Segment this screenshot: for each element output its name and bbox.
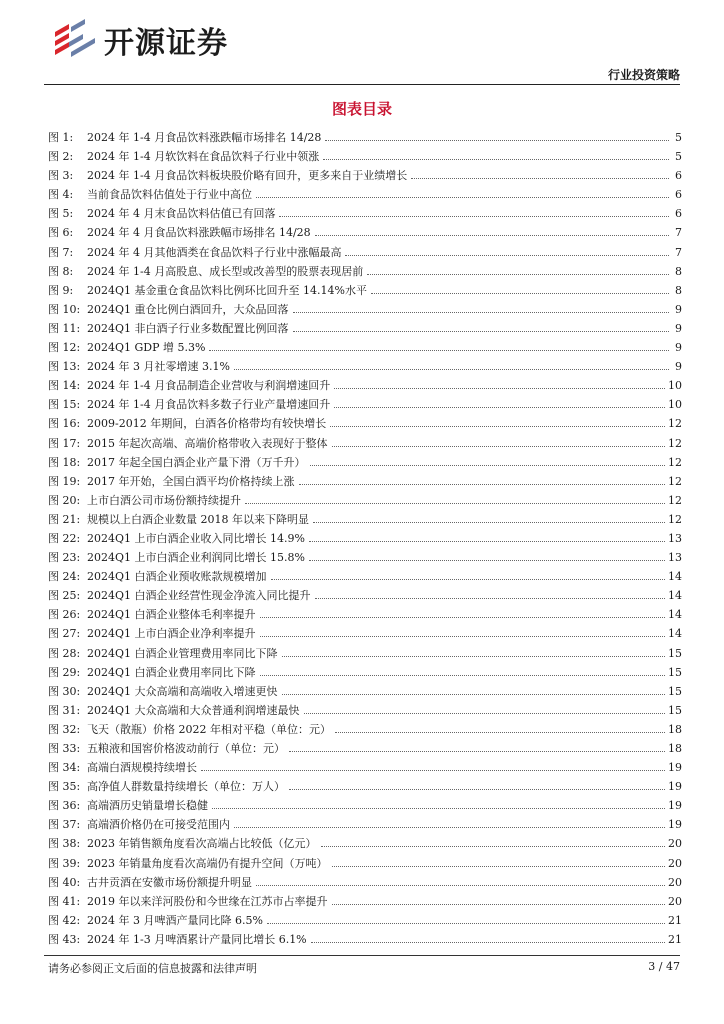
- toc-entry[interactable]: [48, 663, 682, 682]
- toc-entry-label: 图 24:: [48, 570, 81, 584]
- toc-entry-page: 14: [668, 608, 682, 622]
- toc-leader-dots: [234, 827, 665, 828]
- toc-entry-title: 2024 年 4 月其他酒类在食品饮料子行业中涨幅最高: [87, 245, 342, 259]
- toc-entry-label: 图 28:: [48, 646, 81, 660]
- toc-entry[interactable]: [48, 854, 682, 873]
- toc-entry-page: 18: [668, 742, 682, 755]
- toc-entry-page: 21: [668, 913, 682, 927]
- toc-entry-label: 图 13:: [48, 360, 81, 374]
- page-number: 3 / 47: [648, 960, 680, 973]
- logo-wordmark: 开源证券: [104, 26, 228, 61]
- toc-entry-page: 19: [668, 818, 682, 832]
- toc-entry-title: 2023 年销量角度看次高端仍有提升空间（万吨）: [87, 856, 328, 870]
- toc-entry[interactable]: [48, 472, 682, 491]
- toc-entry-label: 图 21:: [48, 512, 81, 526]
- footer-divider: [44, 955, 680, 956]
- toc-entry-label: 图 23:: [48, 551, 81, 565]
- toc-leader-dots: [256, 197, 669, 198]
- toc-entry-title: 2009-2012 年期间，白酒各价格带均有较快增长: [87, 417, 327, 431]
- toc-leader-dots: [282, 656, 665, 657]
- toc-entry-page: 19: [668, 799, 682, 813]
- toc-entry[interactable]: [48, 243, 682, 262]
- toc-entry-label: 图 12:: [48, 341, 81, 355]
- toc-leader-dots: [315, 598, 665, 599]
- toc-entry-page: 21: [668, 932, 682, 946]
- toc-entry[interactable]: [48, 529, 682, 548]
- kaiyuan-logo-icon: [52, 18, 98, 62]
- toc-entry-label: 图 19:: [48, 474, 81, 488]
- toc-entry[interactable]: [48, 262, 682, 281]
- toc-entry[interactable]: [48, 510, 682, 529]
- toc-entry[interactable]: [48, 338, 682, 357]
- toc-entry-title: 上市白酒公司市场份额持续提升: [87, 493, 241, 507]
- toc-entry-page: 6: [675, 207, 682, 221]
- toc-entry-title: 2024Q1 白酒企业整体毛利率提升: [87, 608, 256, 622]
- toc-leader-dots: [321, 846, 666, 847]
- toc-entry-label: 图 26:: [48, 608, 81, 622]
- toc-entry-page: 20: [668, 894, 682, 908]
- toc-leader-dots: [371, 293, 669, 294]
- toc-entry-title: 2024Q1 白酒企业费用率同比下降: [87, 665, 256, 679]
- toc-entry-page: 13: [668, 551, 682, 565]
- toc-entry-label: 图 14:: [48, 379, 81, 393]
- toc-entry[interactable]: [48, 873, 682, 892]
- toc-entry-title: 2024 年 3 月啤酒产量同比降 6.5%: [87, 913, 263, 927]
- toc-entry-label: 图 20:: [48, 493, 81, 507]
- toc-leader-dots: [260, 636, 665, 637]
- toc-entry-page: 9: [675, 302, 682, 316]
- toc-entry-title: 2024 年 1-3 月啤酒累计产量同比增长 6.1%: [87, 932, 307, 946]
- toc-entry-label: 图 16:: [48, 417, 81, 431]
- toc-leader-dots: [289, 789, 665, 790]
- toc-entry[interactable]: [48, 930, 682, 949]
- toc-entry-label: 图 29:: [48, 665, 81, 679]
- toc-entry-label: 图 39:: [48, 856, 81, 870]
- toc-entry[interactable]: [48, 701, 682, 720]
- toc-entry[interactable]: [48, 453, 682, 472]
- toc-entry-label: 图 18:: [48, 455, 81, 469]
- toc-leader-dots: [332, 866, 666, 867]
- toc-leader-dots: [279, 216, 669, 217]
- toc-entry-label: 图 27:: [48, 627, 81, 641]
- toc-entry-label: 图 30:: [48, 684, 81, 698]
- toc-leader-dots: [299, 484, 666, 485]
- toc-leader-dots: [345, 255, 669, 256]
- toc-leader-dots: [335, 732, 665, 733]
- toc-entry[interactable]: [48, 605, 682, 624]
- toc-entry[interactable]: [48, 644, 682, 663]
- company-logo: [52, 18, 228, 62]
- toc-entry-title: 2023 年销售额角度看次高端占比较低（亿元）: [87, 837, 317, 851]
- toc-entry-page: 6: [675, 188, 682, 202]
- toc-entry-label: 图 9:: [48, 283, 74, 297]
- toc-entry[interactable]: [48, 434, 682, 453]
- toc-entry-label: 图 35:: [48, 780, 81, 794]
- toc-entry-title: 2024 年 1-4 月食品制造企业营收与利润增速回升: [87, 379, 331, 393]
- toc-leader-dots: [260, 675, 665, 676]
- toc-entry-label: 图 38:: [48, 837, 81, 851]
- toc-entry-title: 2024Q1 白酒企业管理费用率同比下降: [87, 646, 278, 660]
- toc-entry-page: 12: [668, 436, 682, 450]
- toc-entry-page: 5: [675, 150, 682, 164]
- toc-entry-label: 图 4:: [48, 188, 74, 202]
- toc-entry-page: 18: [668, 722, 682, 736]
- toc-entry-page: 10: [668, 398, 682, 412]
- toc-entry-page: 12: [668, 512, 682, 526]
- toc-leader-dots: [330, 426, 665, 427]
- toc-leader-dots: [313, 522, 665, 523]
- toc-leader-dots: [309, 560, 665, 561]
- toc-entry-title: 2019 年以来洋河股份和今世缘在江苏市占率提升: [87, 894, 328, 908]
- toc-entry[interactable]: [48, 319, 682, 338]
- toc-entry-title: 高端白酒规模持续增长: [87, 761, 197, 775]
- toc-entry-page: 15: [668, 646, 682, 660]
- toc-entry-page: 14: [668, 627, 682, 641]
- toc-entry-title: 2024Q1 重仓比例白酒回升，大众品回落: [87, 302, 289, 316]
- toc-entry-label: 图 32:: [48, 722, 81, 736]
- toc-entry-page: 12: [668, 474, 682, 488]
- toc-entry-title: 2024Q1 上市白酒企业利润同比增长 15.8%: [87, 551, 305, 565]
- toc-entry-page: 14: [668, 589, 682, 603]
- toc-leader-dots: [201, 770, 665, 771]
- toc-entry-page: 14: [668, 570, 682, 584]
- toc-leader-dots: [282, 694, 665, 695]
- toc-entry-title: 高端酒历史销量增长稳健: [87, 799, 208, 813]
- toc-leader-dots: [209, 350, 669, 351]
- toc-entry-title: 五粮液和国窖价格波动前行（单位：元）: [87, 742, 285, 755]
- toc-entry[interactable]: [48, 739, 682, 758]
- toc-entry-page: 20: [668, 856, 682, 870]
- toc-entry-label: 图 3:: [48, 169, 74, 183]
- toc-entry-label: 图 7:: [48, 245, 74, 259]
- toc-entry-label: 图 2:: [48, 150, 74, 164]
- toc-leader-dots: [323, 159, 669, 160]
- toc-entry-title: 2024Q1 非白酒子行业多数配置比例回落: [87, 321, 289, 335]
- toc-entry[interactable]: [48, 815, 682, 834]
- toc-leader-dots: [309, 541, 665, 542]
- toc-entry-title: 飞天（散瓶）价格 2022 年相对平稳（单位：元）: [87, 722, 331, 736]
- toc-entry-title: 2024Q1 白酒企业预收账款规模增加: [87, 570, 267, 584]
- toc-entry[interactable]: [48, 204, 682, 223]
- toc-entry-page: 12: [668, 455, 682, 469]
- toc-entry[interactable]: [48, 376, 682, 395]
- toc-leader-dots: [334, 388, 665, 389]
- toc-entry-title: 当前食品饮料估值处于行业中高位: [87, 188, 252, 202]
- toc-entry-title: 2015 年起次高端、高端价格带收入表现好于整体: [87, 436, 328, 450]
- toc-leader-dots: [367, 274, 669, 275]
- toc-entry[interactable]: [48, 300, 682, 319]
- toc-leader-dots: [271, 579, 665, 580]
- toc-leader-dots: [325, 140, 669, 141]
- toc-entry-label: 图 37:: [48, 818, 81, 832]
- toc-leader-dots: [334, 407, 665, 408]
- toc-leader-dots: [304, 713, 665, 714]
- toc-entry-title: 2024 年 1-4 月食品饮料涨跌幅市场排名 14/28: [87, 131, 322, 144]
- toc-entry-title: 2017 年开始，全国白酒平均价格持续上涨: [87, 474, 295, 488]
- toc-entry-label: 图 41:: [48, 894, 81, 908]
- toc-entry-title: 2024 年 1-4 月软饮料在食品饮料子行业中领涨: [87, 150, 320, 164]
- toc-entry[interactable]: [48, 911, 682, 930]
- toc-entry-label: 图 22:: [48, 531, 81, 545]
- toc-entry-page: 8: [675, 264, 682, 278]
- toc-entry-page: 20: [668, 875, 682, 889]
- toc-leader-dots: [332, 904, 666, 905]
- toc-entry-page: 15: [668, 684, 682, 698]
- toc-entry-page: 9: [675, 321, 682, 335]
- toc-entry-label: 图 31:: [48, 703, 81, 717]
- toc-entry-label: 图 25:: [48, 589, 81, 603]
- toc-leader-dots: [293, 312, 669, 313]
- toc-entry-label: 图 36:: [48, 799, 81, 813]
- toc-entry-page: 13: [668, 531, 682, 545]
- toc-entry-page: 10: [668, 379, 682, 393]
- toc-entry-title: 2024 年 4 月末食品饮料估值已有回落: [87, 207, 276, 221]
- toc-entry-label: 图 8:: [48, 264, 74, 278]
- toc-entry-title: 2024Q1 白酒企业经营性现金净流入同比提升: [87, 589, 311, 603]
- toc-entry-page: 15: [668, 665, 682, 679]
- toc-entry-page: 9: [675, 360, 682, 374]
- report-category: 行业投资策略: [607, 68, 680, 82]
- toc-entry-page: 19: [668, 761, 682, 775]
- toc-entry-title: 2024 年 1-4 月食品饮料板块股价略有回升，更多来自于业绩增长: [87, 169, 408, 183]
- toc-entry-title: 2024Q1 上市白酒企业收入同比增长 14.9%: [87, 531, 305, 545]
- toc-entry-page: 7: [675, 226, 682, 240]
- toc-entry[interactable]: [48, 166, 682, 185]
- toc-entry[interactable]: [48, 491, 682, 510]
- toc-entry[interactable]: [48, 128, 682, 147]
- toc-entry[interactable]: [48, 548, 682, 567]
- toc-leader-dots: [267, 923, 665, 924]
- toc-leader-dots: [310, 465, 666, 466]
- toc-entry-title: 2017 年起全国白酒企业产量下滑（万千升）: [87, 455, 306, 469]
- toc-entry-label: 图 1:: [48, 131, 74, 144]
- toc-entry[interactable]: [48, 777, 682, 796]
- toc-entry-page: 12: [668, 493, 682, 507]
- toc-entry-title: 2024 年 1-4 月高股息、成长型或改善型的股票表现居前: [87, 264, 364, 278]
- toc-entry-page: 9: [675, 341, 682, 355]
- toc-entry-title: 2024Q1 大众高端和高端收入增速更快: [87, 684, 278, 698]
- toc-entry-title: 2024 年 1-4 月食品饮料多数子行业产量增速回升: [87, 398, 331, 412]
- toc-entry-page: 19: [668, 780, 682, 794]
- header-divider: [44, 84, 680, 85]
- toc-entry-title: 2024 年 4 月食品饮料涨跌幅市场排名 14/28: [87, 226, 311, 240]
- toc-entry-page: 20: [668, 837, 682, 851]
- toc-entry-page: 5: [675, 131, 682, 144]
- toc-entry-label: 图 40:: [48, 875, 81, 889]
- toc-entry-page: 7: [675, 245, 682, 259]
- toc-entry[interactable]: [48, 586, 682, 605]
- toc-entry-label: 图 33:: [48, 742, 81, 755]
- toc-entry[interactable]: [48, 414, 682, 433]
- toc-leader-dots: [332, 446, 666, 447]
- toc-entry-title: 高端酒价格仍在可接受范围内: [87, 818, 230, 832]
- toc-title: 图表目录: [331, 100, 392, 118]
- toc-entry-page: 12: [668, 417, 682, 431]
- toc-entry[interactable]: [48, 395, 682, 414]
- toc-entry-label: 图 10:: [48, 302, 81, 316]
- toc-entry[interactable]: [48, 758, 682, 777]
- footer-disclaimer: 请务必参阅正文后面的信息披露和法律声明: [48, 962, 257, 975]
- toc-entry-label: 图 15:: [48, 398, 81, 412]
- toc-entry-page: 6: [675, 169, 682, 183]
- toc-entry[interactable]: [48, 834, 682, 853]
- toc-entry-page: 8: [675, 283, 682, 297]
- toc-entry-title: 古井贡酒在安徽市场份额提升明显: [87, 875, 252, 889]
- toc-entry-title: 2024Q1 上市白酒企业净利率提升: [87, 627, 256, 641]
- toc-entry[interactable]: [48, 147, 682, 166]
- toc-leader-dots: [293, 331, 669, 332]
- toc-entry[interactable]: [48, 357, 682, 376]
- toc-leader-dots: [212, 808, 665, 809]
- toc-leader-dots: [411, 178, 669, 179]
- toc-entry[interactable]: [48, 185, 682, 204]
- toc-entry-label: 图 43:: [48, 932, 81, 946]
- toc-entry-label: 图 42:: [48, 913, 81, 927]
- toc-leader-dots: [245, 503, 665, 504]
- toc-leader-dots: [260, 617, 665, 618]
- toc-list: [48, 128, 682, 949]
- toc-entry-label: 图 6:: [48, 226, 74, 240]
- toc-entry-title: 2024Q1 大众高端和大众普通利润增速最快: [87, 703, 300, 717]
- toc-entry-label: 图 11:: [48, 321, 81, 335]
- toc-leader-dots: [256, 885, 665, 886]
- toc-entry[interactable]: [48, 682, 682, 701]
- toc-entry-title: 规模以上白酒企业数量 2018 年以来下降明显: [87, 512, 309, 526]
- toc-entry-title: 2024Q1 GDP 增 5.3%: [87, 341, 206, 355]
- toc-entry-label: 图 5:: [48, 207, 74, 221]
- toc-entry[interactable]: [48, 892, 682, 911]
- toc-entry[interactable]: [48, 281, 682, 300]
- toc-leader-dots: [234, 369, 669, 370]
- toc-entry-title: 2024 年 3 月社零增速 3.1%: [87, 360, 230, 374]
- toc-entry[interactable]: [48, 223, 682, 242]
- toc-entry[interactable]: [48, 624, 682, 643]
- toc-leader-dots: [315, 235, 669, 236]
- toc-entry[interactable]: [48, 567, 682, 586]
- toc-entry[interactable]: [48, 796, 682, 815]
- toc-leader-dots: [289, 751, 665, 752]
- toc-entry-title: 高净值人群数量持续增长（单位：万人）: [87, 780, 285, 794]
- toc-entry[interactable]: [48, 720, 682, 739]
- toc-entry-title: 2024Q1 基金重仓食品饮料比例环比回升至 14.14%水平: [87, 283, 367, 297]
- toc-entry-label: 图 17:: [48, 436, 81, 450]
- toc-entry-label: 图 34:: [48, 761, 81, 775]
- toc-leader-dots: [311, 942, 665, 943]
- toc-entry-page: 15: [668, 703, 682, 717]
